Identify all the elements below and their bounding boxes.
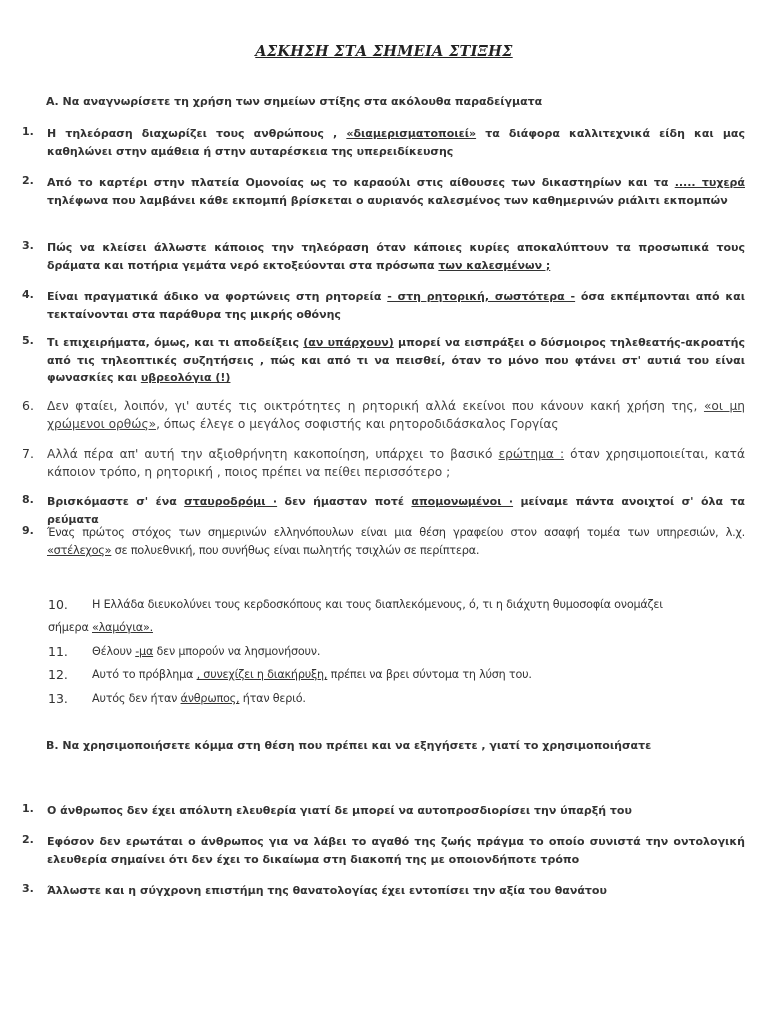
underlined-phrase: των καλεσμένων ;	[438, 258, 551, 272]
item-text: Ο άνθρωπος δεν έχει απόλυτη ελευθερία γιατί δε μπορεί να αυτοπροσδιορίσει την ύπαρξή του	[47, 804, 632, 817]
underlined-phrase: σταυροδρόμι ·	[184, 495, 278, 508]
item-number: 2.	[22, 833, 34, 846]
item-text-line-2: σήμερα «λαμόγια».	[48, 621, 153, 634]
item-number: 9.	[22, 524, 34, 537]
underlined-phrase-2: υβρεολόγια (!)	[140, 371, 231, 384]
item-text: Είναι πραγματικά άδικο να φορτώνεις στη ρητορεία - στη ρητορική, σωστότερα - όσα εκπέμπονται από και τεκταίνονται στα παράθυρα της μικρής οθόνης	[47, 290, 745, 321]
item-number: 1.	[22, 125, 34, 138]
item-number: 4.	[22, 288, 34, 301]
item-number: 2.	[22, 174, 34, 187]
underlined-phrase: ερώτημα :	[498, 447, 565, 461]
item-text: Βρισκόμαστε σ' ένα σταυροδρόμι · δεν ήμασταν ποτέ απομονωμένοι · μείναμε πάντα ανοιχτοί σ' όλα τα ρεύματα	[47, 495, 745, 526]
item-text: Δεν φταίει, λοιπόν, γι' αυτές τις οικτρότητες η ρητορική αλλά εκείνοι που κάνουν κακή χρήση της, «οι μη χρώμενοι ορθώς», όπως έλεγε ο μεγάλος σοφιστής και ρητοροδιδάσκαλος Γοργίας	[47, 399, 745, 431]
item-number: 13.	[48, 691, 68, 706]
item-number: 11.	[48, 644, 68, 659]
item-number: 10.	[48, 597, 68, 612]
underlined-phrase: «διαμερισματοποιεί»	[346, 127, 477, 140]
item-number: 1.	[22, 802, 34, 815]
item-text: Εφόσον δεν ερωτάται ο άνθρωπος για να λάβει το αγαθό της ζωής πράγμα το οποίο συνιστά την οντολογική ελευθερία σημαίνει ότι δεν έχει το δικαίωμα στη διακοπή της με οποιονδήποτε τρόπο	[47, 835, 745, 866]
document-title: ΑΣΚΗΣΗ ΣΤΑ ΣΗΜΕΙΑ ΣΤΙΞΗΣ	[255, 43, 513, 60]
item-number: 12.	[48, 667, 68, 682]
section-b-instruction: Β. Να χρησιμοποιήσετε κόμμα στη θέση που πρέπει και να εξηγήσετε , γιατί το χρησιμοποιήσατε	[46, 739, 652, 752]
item-number: 3.	[22, 239, 34, 252]
item-number: 8.	[22, 493, 34, 506]
item-text: Αυτός δεν ήταν άνθρωπος, ήταν θεριό.	[92, 692, 306, 705]
item-number: 5.	[22, 334, 34, 347]
item-number: 3.	[22, 882, 34, 895]
underlined-phrase: -μα	[135, 645, 154, 658]
item-text: Αυτό το πρόβλημα , συνεχίζει η διακήρυξη, πρέπει να βρει σύντομα τη λύση του.	[92, 668, 532, 681]
underlined-phrase-2: απομονωμένοι ·	[411, 495, 514, 508]
underlined-phrase: , συνεχίζει η διακήρυξη,	[196, 668, 328, 681]
underlined-phrase: - στη ρητορική, σωστότερα -	[387, 290, 576, 303]
underlined-phrase: άνθρωπος,	[180, 692, 240, 705]
item-number: 6.	[22, 398, 34, 413]
underlined-phrase: «στέλεχος»	[47, 542, 112, 557]
underlined-phrase: ..... τυχερά	[674, 176, 745, 189]
item-text: Πώς να κλείσει άλλωστε κάποιος την τηλεόραση όταν κάποιες κυρίες αποκαλύπτουν τα προσωπικά τους δράματα και ποτήρια γεμάτα νερό εκτοξεύονται στα πρόσωπα των καλεσμένων ;	[47, 241, 745, 272]
underlined-phrase: (αν υπάρχουν)	[303, 336, 394, 349]
item-text: Ένας πρώτος στόχος των σημερινών ελληνόπουλων είναι μια θέση γραφείου στον ασαφή τομέα των υπηρεσιών, λ.χ. «στέλεχος» σε πολυεθνική, που συνήθως είναι πωλητής τσιχλών σε περίπτερα.	[47, 525, 745, 557]
underlined-phrase: «λαμόγια».	[91, 621, 153, 634]
item-text: Η Ελλάδα διευκολύνει τους κερδοσκόπους και τους διαπλεκόμενους, ό, τι η διάχυτη θυμοσοφία ονομάζει	[92, 598, 663, 611]
item-text: Άλλωστε και η σύγχρονη επιστήμη της θανατολογίας έχει εντοπίσει την αξία του θανάτου	[47, 884, 607, 897]
item-text: Αλλά πέρα απ' αυτή την αξιοθρήνητη κακοποίηση, υπάρχει το βασικό ερώτημα : όταν χρησιμοποιείται, κατά κάποιον τρόπο, η ρητορική , ποιος πρέπει να πείθει περισσότερο ;	[47, 447, 746, 479]
item-text: Τι επιχειρήματα, όμως, και τι αποδείξεις (αν υπάρχουν) μπορεί να εισπράξει ο δύσμοιρος τηλεθεατής-ακροατής από τις τηλεοπτικές συζητήσεις , πώς και από τι να πεισθεί, όταν το μόνο που φτάνει στ' αυτιά του είναι φωνασκίες και υβρεολόγια (!)	[47, 336, 745, 384]
section-a-instruction: Α. Να αναγνωρίσετε τη χρήση των σημείων στίξης στα ακόλουθα παραδείγματα	[46, 95, 543, 108]
underlined-phrase: «οι μη χρώμενοι ορθώς»	[47, 399, 745, 431]
item-number: 7.	[22, 446, 34, 461]
item-text: Θέλουν -μα δεν μπορούν να λησμονήσουν.	[92, 645, 321, 658]
item-text: Η τηλεόραση διαχωρίζει τους ανθρώπους , «διαμερισματοποιεί» τα διάφορα καλλιτεχνικά είδη και μας καθηλώνει στην αμάθεια ή στην αυταρέσκεια της υπερειδίκευσης	[47, 127, 745, 158]
item-text: Από το καρτέρι στην πλατεία Ομονοίας ως το καραούλι στις αίθουσες των δικαστηρίων και τα ..... τυχερά τηλέφωνα που λαμβάνει κάθε εκπομπή βρίσκεται ο αυριανός καλεσμένος των καθημερινών ριάλιτι εκπομπών	[47, 176, 745, 207]
